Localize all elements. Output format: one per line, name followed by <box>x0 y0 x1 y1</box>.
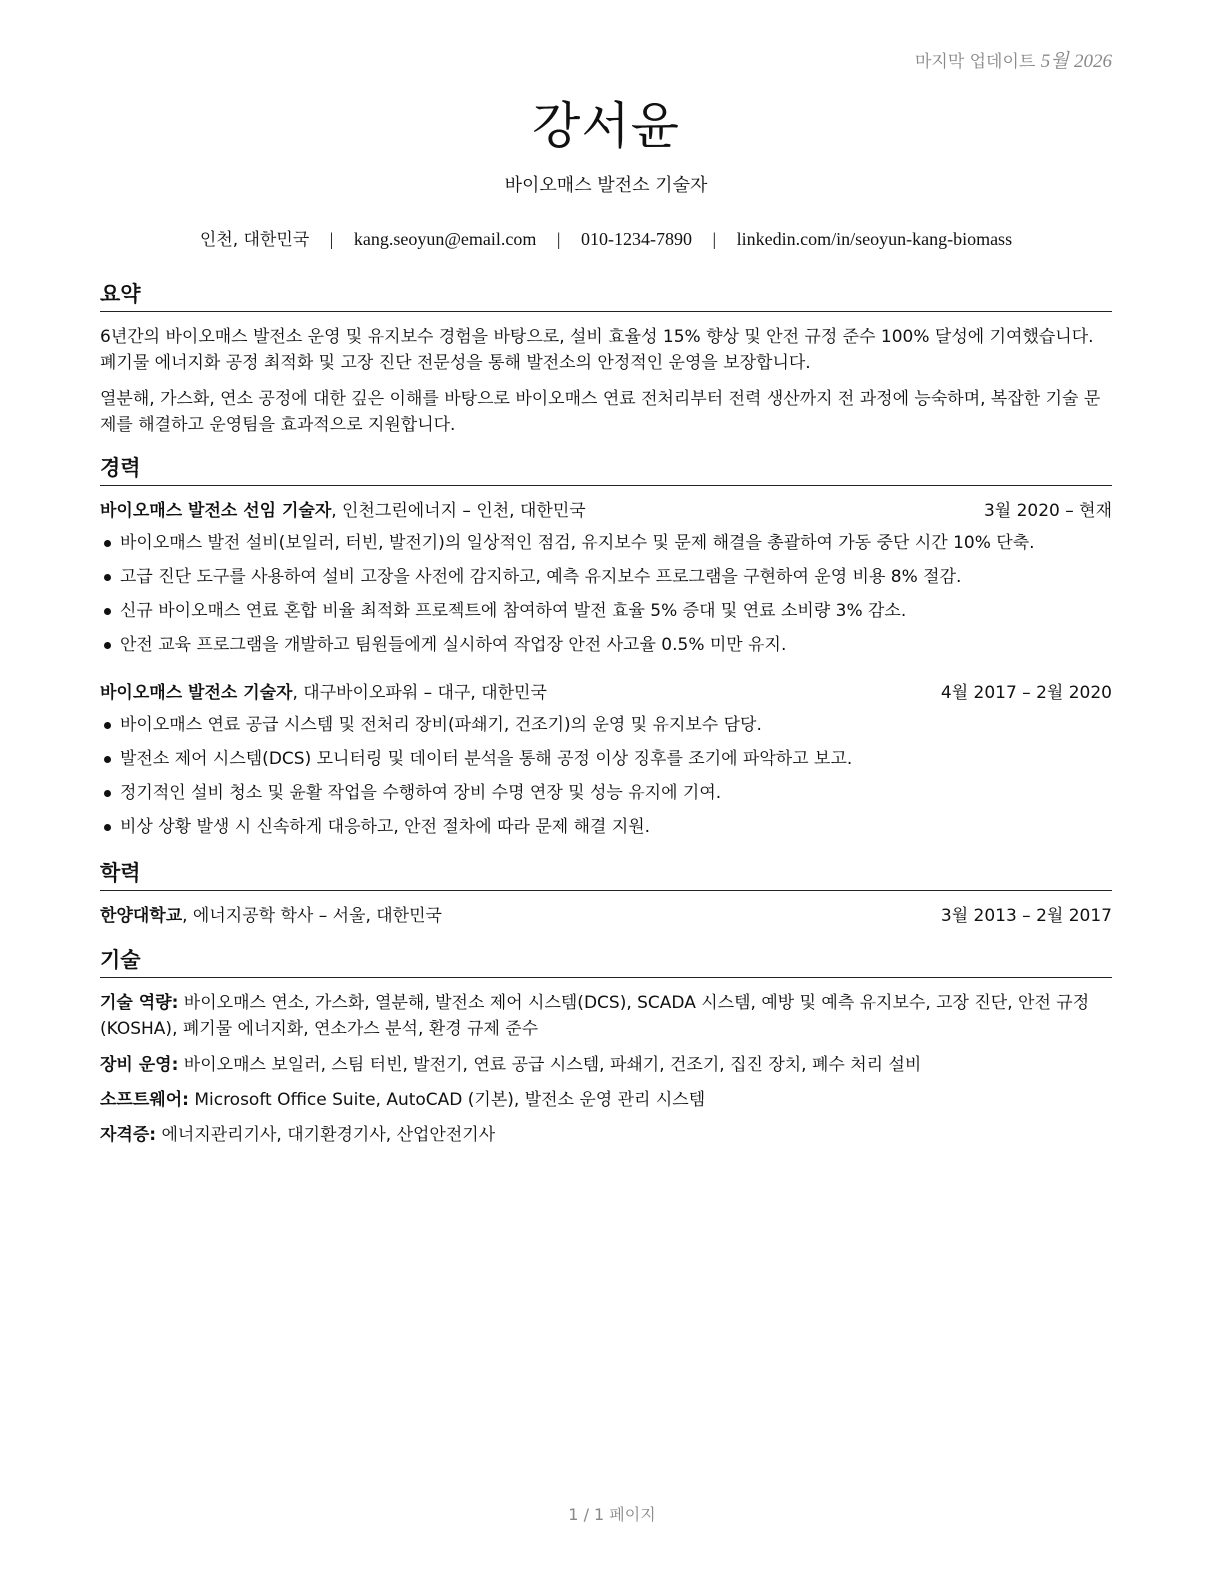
job-bullet: 바이오매스 발전 설비(보일러, 터빈, 발전기)의 일상적인 점검, 유지보수 및 문제 해결을 총괄하여 가동 중단 시간 10% 단축. <box>100 526 1112 560</box>
job-dates: 4월 2017 – 2월 2020 <box>940 683 1112 703</box>
page-indicator: 1 / 1 페이지 <box>568 1505 656 1524</box>
skill-label: 소프트웨어: <box>100 1090 189 1110</box>
summary-section <box>100 278 1112 438</box>
skill-row <box>100 1052 1112 1078</box>
candidate-role: 바이오매스 발전소 기술자 <box>504 175 708 196</box>
education-school: 한양대학교 <box>100 906 183 926</box>
skills-section <box>100 944 1112 1148</box>
education-dates: 3월 2013 – 2월 2017 <box>940 906 1112 926</box>
contact-email[interactable]: kang.seoyun@email.com <box>353 229 537 249</box>
education-detail: , 에너지공학 학사 – 서울, 대한민국 <box>182 906 442 926</box>
summary-heading: 요약 <box>100 278 1112 312</box>
experience-heading: 경력 <box>100 452 1112 486</box>
job-bullet: 신규 바이오매스 연료 혼합 비율 최적화 프로젝트에 참여하여 발전 효율 5% 증대 및 연료 소비량 3% 감소. <box>100 594 1112 628</box>
job-entry <box>100 680 1112 844</box>
education-section <box>100 857 1112 929</box>
skill-row <box>100 990 1112 1042</box>
last-updated-year: 2026 <box>1074 51 1112 72</box>
contact-location: 인천, 대한민국 <box>199 230 310 250</box>
job-bullets <box>100 708 1112 844</box>
contact-line <box>100 225 1112 250</box>
last-updated-month: 5월 <box>1040 51 1069 72</box>
skill-value: 에너지관리기사, 대기환경기사, 산업안전기사 <box>156 1125 496 1145</box>
skill-value: 바이오매스 연소, 가스화, 열분해, 발전소 제어 시스템(DCS), SCADA 시스템, 예방 및 예측 유지보수, 고장 진단, 안전 규정(KOSHA), 폐기물 에너지화, 연소가스 분석, 환경 규제 준수 <box>100 993 1090 1039</box>
education-heading: 학력 <box>100 857 1112 891</box>
job-position: 바이오매스 발전소 기술자 <box>100 683 293 703</box>
summary-paragraph: 6년간의 바이오매스 발전소 운영 및 유지보수 경험을 바탕으로, 설비 효율성 15% 향상 및 안전 규정 준수 100% 달성에 기여했습니다. 폐기물 에너지화 공정 최적화 및 고장 진단 전문성을 통해 발전소의 안정적인 운영을 보장합니다. <box>100 327 1094 373</box>
contact-separator: | <box>712 229 717 249</box>
last-updated <box>915 46 1112 73</box>
experience-section <box>100 452 1112 844</box>
job-bullet: 바이오매스 연료 공급 시스템 및 전처리 장비(파쇄기, 건조기)의 운영 및 유지보수 담당. <box>100 708 1112 742</box>
contact-separator: | <box>556 229 561 249</box>
job-bullet: 안전 교육 프로그램을 개발하고 팀원들에게 실시하여 작업장 안전 사고율 0.5% 미만 유지. <box>100 628 1112 662</box>
job-bullet: 고급 진단 도구를 사용하여 설비 고장을 사전에 감지하고, 예측 유지보수 프로그램을 구현하여 운영 비용 8% 절감. <box>100 560 1112 594</box>
job-header <box>100 680 1112 706</box>
education-entry <box>100 903 1112 929</box>
job-entry <box>100 498 1112 662</box>
job-bullet: 발전소 제어 시스템(DCS) 모니터링 및 데이터 분석을 통해 공정 이상 징후를 조기에 파악하고 보고. <box>100 742 1112 776</box>
skill-row <box>100 1087 1112 1113</box>
contact-separator: | <box>329 229 334 249</box>
contact-phone[interactable]: 010-1234-7890 <box>581 229 692 249</box>
job-dates: 3월 2020 – 현재 <box>983 501 1112 521</box>
skill-label: 자격증: <box>100 1125 157 1145</box>
last-updated-label: 마지막 업데이트 <box>914 52 1036 72</box>
job-position: 바이오매스 발전소 선임 기술자 <box>100 501 332 521</box>
skill-value: 바이오매스 보일러, 스팀 터빈, 발전기, 연료 공급 시스템, 파쇄기, 건조기, 집진 장치, 폐수 처리 설비 <box>178 1055 922 1075</box>
resume-page <box>100 0 1112 1584</box>
skills-heading: 기술 <box>100 944 1112 978</box>
job-header <box>100 498 1112 524</box>
job-bullet: 정기적인 설비 청소 및 윤활 작업을 수행하여 장비 수명 연장 및 성능 유지에 기여. <box>100 776 1112 810</box>
skill-value: Microsoft Office Suite, AutoCAD (기본), 발전소 운영 관리 시스템 <box>188 1090 706 1110</box>
job-company: , 인천그린에너지 – 인천, 대한민국 <box>331 501 586 521</box>
job-bullets <box>100 526 1112 662</box>
skill-label: 장비 운영: <box>100 1055 179 1075</box>
job-bullet: 비상 상황 발생 시 신속하게 대응하고, 안전 절차에 따라 문제 해결 지원. <box>100 810 1112 844</box>
job-company: , 대구바이오파워 – 대구, 대한민국 <box>292 683 547 703</box>
skill-label: 기술 역량: <box>100 993 179 1013</box>
contact-linkedin[interactable]: linkedin.com/in/seoyun-kang-biomass <box>736 229 1013 249</box>
summary-paragraph: 열분해, 가스화, 연소 공정에 대한 깊은 이해를 바탕으로 바이오매스 연료 전처리부터 전력 생산까지 전 과정에 능숙하며, 복잡한 기술 문제를 해결하고 운영팀을 효과적으로 지원합니다. <box>100 389 1101 435</box>
skill-row <box>100 1122 1112 1148</box>
candidate-name: 강서윤 <box>532 97 680 155</box>
